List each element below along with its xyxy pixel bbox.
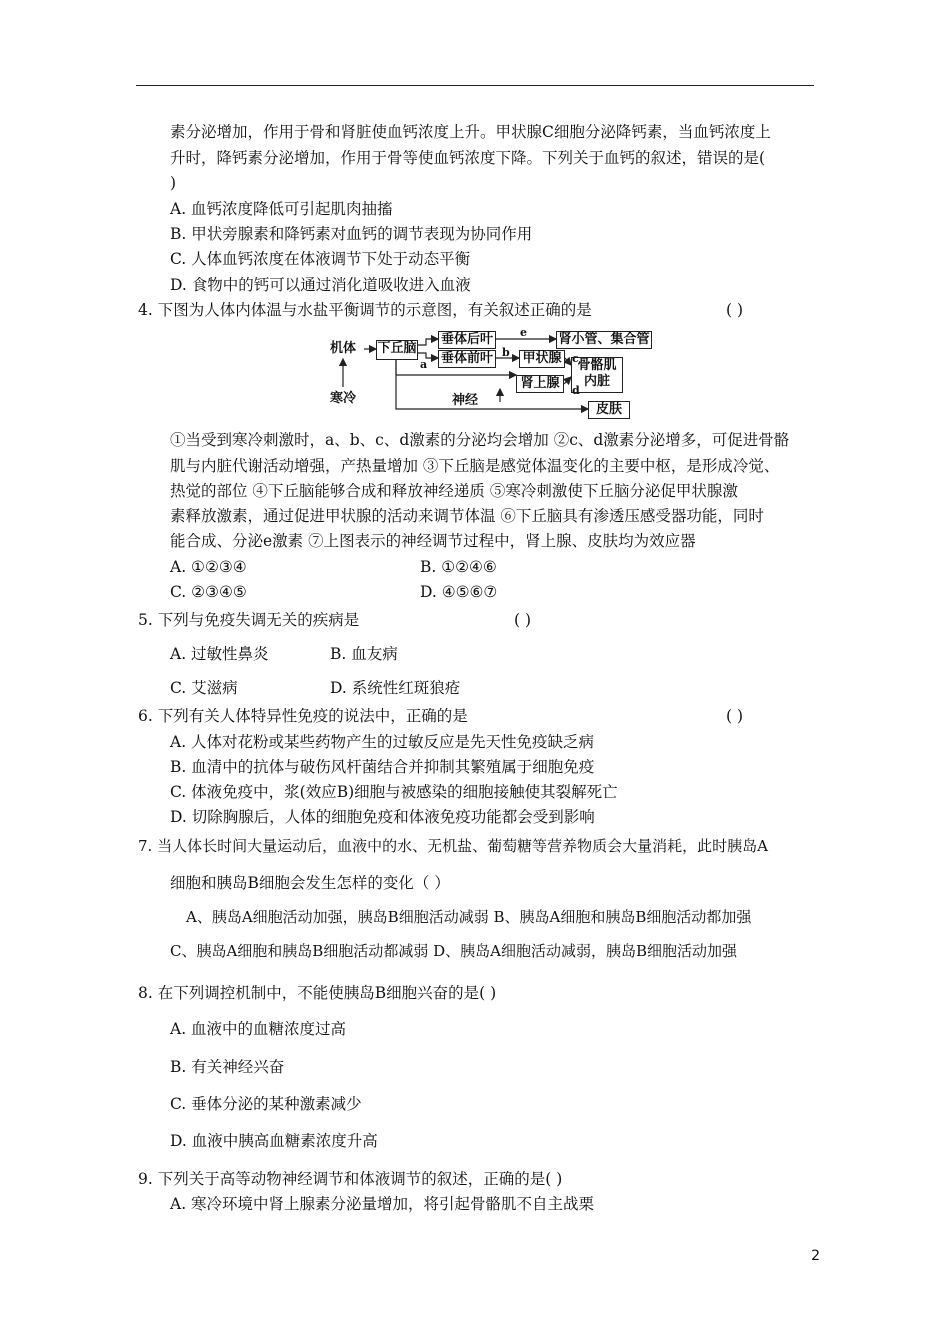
option-c: C. 艾滋病 <box>170 679 238 697</box>
text-line: 肌与内脏代谢活动增强，产热量增加 ③下丘脑是感觉体温变化的主要中枢，是形成冷觉、 <box>170 457 780 475</box>
text-line: 能合成、分泌e激素 ⑦上图表示的神经调节过程中，肾上腺、皮肤均为效应器 <box>170 532 696 550</box>
question-4: 4. 下图为人体内体温与水盐平衡调节的示意图，有关叙述正确的是 <box>138 301 592 319</box>
option-d: D. 食物中的钙可以通过消化道吸收进入血液 <box>170 276 471 294</box>
option-b: B. ①②④⑥ <box>420 558 497 576</box>
node-xiaqiunao: 下丘脑 <box>376 340 418 360</box>
option-c: C. ②③④⑤ <box>170 583 247 601</box>
node-jiti: 机体 <box>330 341 357 356</box>
node-hanleng: 寒冷 <box>330 391 357 406</box>
option-d: D. 血液中胰高血糖素浓度升高 <box>170 1132 378 1150</box>
question-6: 6. 下列有关人体特异性免疫的说法中，正确的是 <box>138 707 468 725</box>
node-shenxiaoguan: 肾小管、集合管 <box>556 331 652 349</box>
node-chuitiqianye: 垂体前叶 <box>438 350 496 368</box>
text-line: 升时，降钙素分泌增加，作用于骨等使血钙浓度下降。下列关于血钙的叙述，错误的是( <box>170 149 766 167</box>
label-d: d <box>572 384 580 397</box>
text-line: ①当受到寒冷刺激时，a、b、c、d激素的分泌均会增加 ②c、d激素分泌增多，可促进骨骼 <box>170 431 790 449</box>
question-8: 8. 在下列调控机制中，不能使胰岛B细胞兴奋的是( ) <box>138 984 497 1002</box>
option-a: A. 过敏性鼻炎 <box>170 645 269 663</box>
answer-blank: ( ) <box>514 611 532 629</box>
text-line: 热觉的部位 ④下丘脑能够合成和释放神经递质 ⑤寒冷刺激使下丘脑分泌促甲状腺激 <box>170 482 738 500</box>
option-a: A. 寒冷环境中肾上腺素分泌量增加，将引起骨骼肌不自主战栗 <box>170 1195 595 1213</box>
question-5: 5. 下列与免疫失调无关的疾病是 <box>138 611 360 629</box>
label-b: b <box>502 346 510 359</box>
option-ab: A、胰岛A细胞活动加强，胰岛B细胞活动减弱 B、胰岛A细胞和胰岛B细胞活动都加强 <box>186 908 752 926</box>
question-9: 9. 下列关于高等动物神经调节和体液调节的叙述，正确的是( ) <box>138 1170 563 1188</box>
answer-blank: ( ) <box>726 707 744 725</box>
option-a: A. ①②③④ <box>170 558 247 576</box>
label-shenjing: 神经 <box>452 393 479 408</box>
text-line: 素分泌增加，作用于骨和肾脏使血钙浓度上升。甲状腺C细胞分泌降钙素，当血钙浓度上 <box>170 123 771 141</box>
option-b: B. 血友病 <box>330 645 398 663</box>
option-d: D. 系统性红斑狼疮 <box>330 679 461 697</box>
node-shenshangxian: 肾上腺 <box>516 375 564 393</box>
option-c: C. 体液免疫中，浆(效应B)细胞与被感染的细胞接触使其裂解死亡 <box>170 783 618 801</box>
text-line: 素释放激素，通过促进甲状腺的活动来调节体温 ⑥下丘脑具有渗透压感受器功能，同时 <box>170 507 764 525</box>
option-cd: C、胰岛A细胞和胰岛B细胞活动都减弱 D、胰岛A细胞活动减弱，胰岛B细胞活动加强 <box>170 942 737 960</box>
option-a: A. 血钙浓度降低可引起肌肉抽搐 <box>170 200 393 218</box>
node-neizang: 内脏 <box>583 374 610 389</box>
option-a: A. 血液中的血糖浓度过高 <box>170 1020 347 1038</box>
node-jiazhuangxian: 甲状腺 <box>519 350 565 368</box>
option-c: C. 人体血钙浓度在体液调节下处于动态平衡 <box>170 250 471 268</box>
answer-blank: ( ) <box>726 301 744 319</box>
option-b: B. 血清中的抗体与破伤风杆菌结合并抑制其繁殖属于细胞免疫 <box>170 758 595 776</box>
option-b: B. 有关神经兴奋 <box>170 1058 285 1076</box>
label-a: a <box>420 358 428 371</box>
text-line: ) <box>170 174 177 192</box>
option-d: D. ④⑤⑥⑦ <box>420 583 498 601</box>
label-c: c <box>572 352 579 365</box>
label-e: e <box>520 326 527 339</box>
node-chuitihouye: 垂体后叶 <box>438 331 496 349</box>
question-7: 7. 当人体长时间大量运动后，血液中的水、无机盐、葡萄糖等营养物质会大量消耗，此时胰岛A <box>138 837 768 855</box>
option-a: A. 人体对花粉或某些药物产生的过敏反应是先天性免疫缺乏病 <box>170 733 595 751</box>
page-number: 2 <box>811 1248 820 1264</box>
text-line: 细胞和胰岛B细胞会发生怎样的变化（ ） <box>170 874 450 892</box>
regulation-diagram <box>330 327 660 423</box>
header-rule <box>136 85 814 86</box>
node-gugeji: 骨骼肌 <box>577 358 617 373</box>
option-c: C. 垂体分泌的某种激素减少 <box>170 1095 362 1113</box>
node-pifu: 皮肤 <box>588 401 630 419</box>
option-d: D. 切除胸腺后，人体的细胞免疫和体液免疫功能都会受到影响 <box>170 808 595 826</box>
option-b: B. 甲状旁腺素和降钙素对血钙的调节表现为协同作用 <box>170 225 533 243</box>
